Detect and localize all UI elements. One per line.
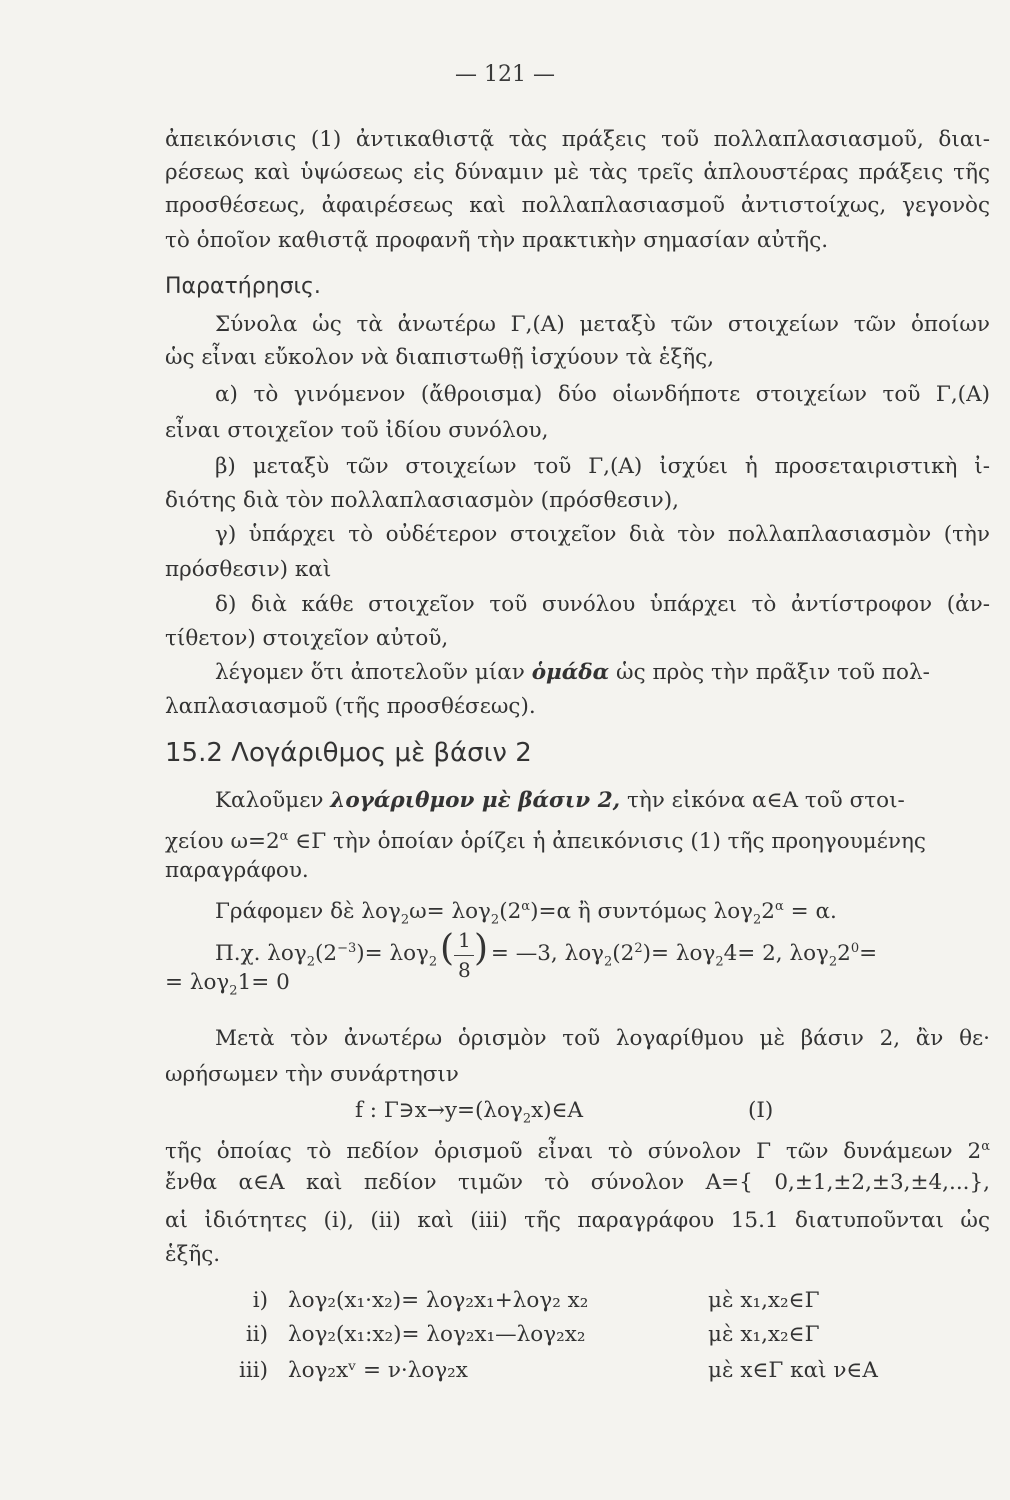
equation-label: (Ι) [748,1098,774,1123]
property-condition: μὲ x₁,x₂∈Γ [708,1322,820,1347]
text-segment: Γράφομεν δὲ λογ [215,899,401,925]
superscript: α [774,899,784,914]
text-segment: 1= 0 [237,970,290,995]
text-segment: ὡς πρὸς τὴν πρᾶξιν τοῦ πολ- [616,660,930,685]
property-label: i) [252,1288,268,1313]
property-label: iii) [238,1358,268,1383]
property-formula: λογ₂(x₁·x₂)= λογ₂x₁+λογ₂ x₂ [288,1288,589,1313]
subscript: 2 [400,912,410,928]
text-line: β) μεταξὺ τῶν στοιχείων τοῦ Γ,(Α) ἰσχύει ἡ προσεταιριστικὴ ἰ- [215,454,990,479]
superscript: 0 [850,941,860,956]
text-line: παραγράφου. [165,858,309,883]
text-line: εἶναι στοιχεῖον τοῦ ἰδίου συνόλου, [165,418,549,443]
text-segment: Π.χ. λογ [215,941,307,967]
subscript: 2 [428,954,438,970]
superscript: α [279,829,289,844]
text-line: δ) διὰ κάθε στοιχεῖον τοῦ συνόλου ὑπάρχει τὸ ἀντίστροφον (ἀν- [215,592,990,617]
text-segment: x)∈Α [531,1098,584,1123]
section-heading: 15.2 Λογάριθμος μὲ βάσιν 2 [165,738,532,768]
superscript: 2 [634,941,643,956]
text-line: αἱ ἰδιότητες (i), (ii) καὶ (iii) τῆς παραγράφου 15.1 διατυποῦνται ὡς [165,1208,990,1233]
subscript: 2 [828,954,838,970]
property-label: ii) [245,1322,268,1347]
fraction-numerator: 1 [458,928,471,953]
property-condition: μὲ x₁,x₂∈Γ [708,1288,820,1313]
fraction-denominator: 8 [458,958,471,983]
text-segment: (2 [612,941,635,967]
term-logarithm: λογάριθμον μὲ βάσιν 2, [330,788,621,813]
text-segment: 2 [837,941,851,967]
text-line: Μετὰ τὸν ἀνωτέρω ὁρισμὸν τοῦ λογαρίθμου μὲ βάσιν 2, ἂν θε· [215,1026,990,1051]
text-line [165,822,926,857]
text-segment: )=α ἢ συντόμως λογ [530,899,753,925]
text-line: α) τὸ γινόμενον (ἄθροισμα) δύο οἱωνδήποτε στοιχείων τοῦ Γ,(Α) [215,382,990,407]
text-segment: 2 [761,899,775,925]
text-line: ἔνθα α∈Α καὶ πεδίον τιμῶν τὸ σύνολον Α={ 0,±1,±2,±3,±4,...}, [165,1170,990,1195]
text-segment: 4= 2, λογ [723,941,829,967]
text-line: λαπλασιασμοῦ (τῆς προσθέσεως). [165,694,536,719]
text-segment: )= λογ [356,941,429,967]
text-segment: χείου ω=2 [165,829,280,855]
text-line [215,786,905,816]
text-line [215,658,930,688]
text-segment: τὴν εἰκόνα α∈Α τοῦ στοι- [627,788,905,813]
text-line: ωρήσωμεν τὴν συνάρτησιν [165,1062,459,1087]
text-line: ὡς εἶναι εὔκολον νὰ διαπιστωθῇ ἰσχύουν τὰ ἑξῆς, [165,345,715,370]
text-segment: ∈Γ τὴν ὁποίαν ὁρίζει ἡ ἀπεικόνισις (1) τῆς προηγουμένης [295,829,926,855]
text-segment: = —3, λογ [490,941,604,967]
remark-title: Παρατήρησις. [165,274,321,299]
property-formula: λογ₂xᵛ = ν·λογ₂x [288,1358,468,1383]
subscript: 2 [306,954,315,970]
superscript: α [981,1139,990,1154]
term-group: ὁμάδα [531,660,610,685]
text-line: προσθέσεως, ἀφαιρέσεως καὶ πολλαπλασιασμοῦ ἀντιστοίχως, γεγονὸς [165,193,990,218]
text-line: τίθετον) στοιχεῖον αὐτοῦ, [165,626,449,651]
text-line: ἀπεικόνισις (1) ἀντικαθιστᾷ τὰς πράξεις τοῦ πολλαπλασιασμοῦ, διαι- [165,127,990,152]
example-line [165,968,290,1006]
text-segment: ω= λογ [409,899,491,925]
text-line: τὸ ὁποῖον καθιστᾷ προφανῆ τὴν πρακτικὴν σημασίαν αὐτῆς. [165,228,829,253]
page-number: — 121 — [455,62,555,87]
text-segment: = λογ [165,970,230,995]
text-line: γ) ὑπάρχει τὸ οὐδέτερον στοιχεῖον διὰ τὸν πολλαπλασιασμὸν (τὴν [215,522,990,547]
paren-right: ) [474,928,489,970]
text-line [165,1132,990,1167]
subscript: 2 [490,912,500,928]
text-segment: )= λογ [642,941,716,967]
superscript: −3 [337,941,357,956]
fraction-one-eighth [440,928,489,983]
text-segment: τῆς ὁποίας τὸ πεδίον ὁρισμοῦ εἶναι τὸ σύνολον Γ τῶν δυνάμεων 2 [165,1139,982,1165]
property-condition: μὲ x∈Γ καὶ ν∈Α [708,1358,878,1383]
subscript: 2 [229,983,238,999]
function-definition [355,1096,583,1134]
text-segment: (2 [499,899,522,925]
text-segment: (2 [314,941,338,967]
superscript: α [521,899,531,914]
subscript: 2 [715,954,724,970]
subscript: 2 [604,954,613,970]
text-line: ἑξῆς. [165,1242,221,1267]
subscript: 2 [753,912,762,928]
text-segment: f : Γ∋x→y=(λογ [355,1098,523,1123]
text-line: ρέσεως καὶ ὑψώσεως εἰς δύναμιν μὲ τὰς τρεῖς ἁπλουστέρας πράξεις τῆς [165,160,990,185]
text-segment: = α. [790,899,837,925]
property-formula: λογ₂(x₁:x₂)= λογ₂x₁—λογ₂x₂ [288,1322,586,1347]
text-line: πρόσθεσιν) καὶ [165,557,332,582]
text-segment: Καλοῦμεν [215,788,324,813]
paren-left: ( [440,928,455,970]
subscript: 2 [522,1111,532,1127]
text-line: διότης διὰ τὸν πολλαπλασιασμὸν (πρόσθεσιν), [165,488,679,513]
text-segment: = [859,941,878,967]
text-segment: λέγομεν ὅτι ἀποτελοῦν μίαν [215,660,525,685]
text-line [215,892,837,935]
text-line: Σύνολα ὡς τὰ ἀνωτέρω Γ,(Α) μεταξὺ τῶν στοιχείων τῶν ὁποίων [215,312,990,337]
